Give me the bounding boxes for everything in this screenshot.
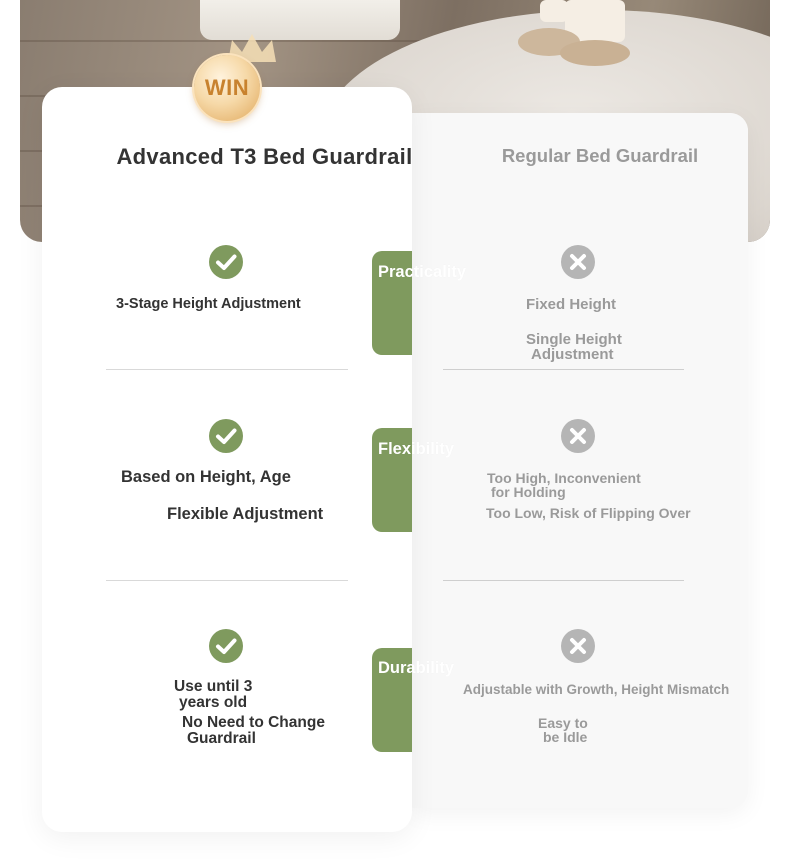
win-badge-label: WIN [204, 75, 250, 100]
regular-point: Easy to [538, 715, 588, 731]
regular-point: Adjustment [531, 346, 614, 363]
row-divider [443, 580, 684, 581]
regular-point: Adjustable with Growth, Height Mismatch [463, 682, 730, 697]
winner-point: Flexible Adjustment [167, 505, 324, 523]
winner-title: Advanced T3 Bed Guardrail [116, 144, 413, 169]
winner-point: Use until 3 [174, 678, 253, 695]
category-label-practicality: Practicality [378, 263, 467, 281]
winner-point: No Need to Change [182, 714, 325, 731]
winner-point: years old [179, 694, 248, 711]
category-label-flexibility: Flexibility [378, 440, 455, 458]
regular-point: be Idle [543, 729, 588, 745]
check-circle-icon [209, 245, 243, 279]
check-circle-icon [209, 629, 243, 663]
regular-point: Too High, Inconvenient [487, 470, 641, 486]
winner-point: Based on Height, Age [121, 468, 291, 486]
regular-point: Fixed Height [526, 296, 617, 313]
row-divider [106, 580, 348, 581]
x-circle-icon [561, 245, 595, 279]
x-circle-icon [561, 419, 595, 453]
regular-point: Single Height [526, 331, 622, 348]
regular-point: Too Low, Risk of Flipping Over [486, 505, 691, 521]
x-circle-icon [561, 629, 595, 663]
row-divider [443, 369, 684, 370]
winner-point: Guardrail [187, 730, 256, 747]
row-divider [106, 369, 348, 370]
category-label-durability: Durability [378, 659, 455, 677]
winner-point: 3-Stage Height Adjustment [116, 296, 301, 312]
check-circle-icon [209, 419, 243, 453]
regular-point: for Holding [491, 484, 566, 500]
regular-title: Regular Bed Guardrail [501, 145, 699, 166]
regular-column-card [412, 113, 748, 808]
win-badge [194, 55, 260, 121]
